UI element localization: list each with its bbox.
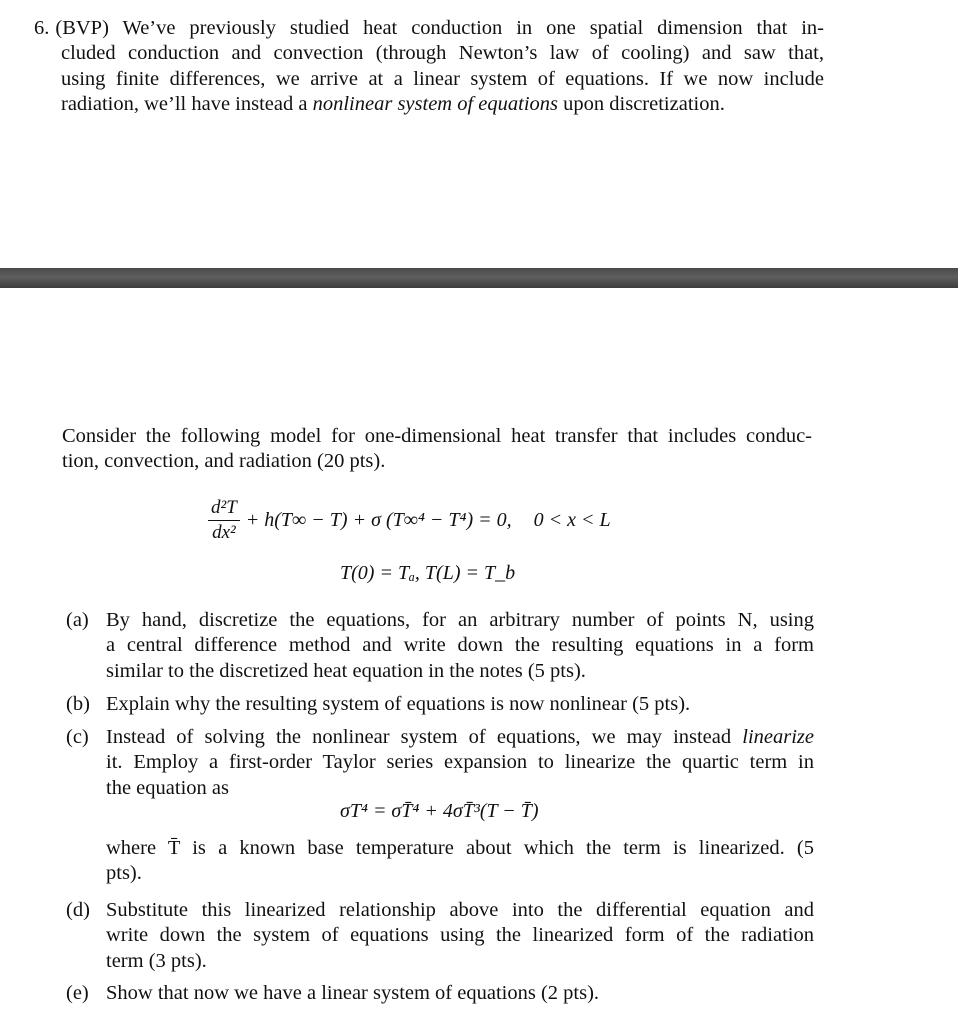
part-e-label: (e) — [66, 982, 89, 1004]
problem-line-4-pre: radiation, we’ll have instead a — [61, 92, 308, 115]
problem-number: 6. — [34, 17, 50, 39]
part-b-text — [106, 692, 814, 717]
page-separator-bar — [0, 268, 958, 288]
boundary-conditions: T(0) = Tₐ, T(L) = T_b — [340, 562, 516, 584]
problem-line-1-text: (BVP) We’ve previously studied heat conduction in one spatial dimension that in- — [55, 17, 824, 39]
part-e-text — [106, 981, 814, 1006]
part-d-line-2: write down the system of equations using the linearized form of the radiation — [106, 924, 814, 947]
part-d-line-3: term (3 pts). — [106, 949, 207, 972]
problem-line-1 — [34, 16, 824, 41]
part-c-line-2: it. Employ a first-order Taylor series expansion to linearize the quartic term in — [106, 751, 814, 774]
part-c-emphasis: linearize — [742, 726, 814, 748]
part-a-line-3: similar to the discretized heat equation in the notes (5 pts). — [106, 659, 586, 682]
part-c-after-line-2: pts). — [106, 862, 142, 885]
part-d-text — [106, 898, 814, 974]
part-a-line-1: By hand, discretize the equations, for an arbitrary number of points N, using — [106, 609, 814, 631]
part-c-after-text — [106, 836, 814, 887]
part-c-text — [106, 725, 814, 801]
part-a-line-2: a central difference method and write down the resulting equations in a form — [106, 634, 814, 657]
ode-domain: 0 < x < L — [533, 508, 611, 531]
part-c-line-3: the equation as — [106, 776, 229, 799]
part-a-label: (a) — [66, 609, 89, 631]
part-b-line-1: Explain why the resulting system of equations is now nonlinear (5 pts). — [106, 693, 691, 715]
problem-line-4 — [34, 92, 824, 117]
part-d-line-1: Substitute this linearized relationship above into the differential equation and — [106, 899, 814, 921]
fraction-denominator: dx² — [212, 521, 236, 543]
part-d-label: (d) — [66, 899, 90, 921]
part-c-label: (c) — [66, 726, 89, 748]
part-b-label: (b) — [66, 693, 90, 715]
intro-line-1: Consider the following model for one-dimensional heat transfer that includes conduc- — [62, 425, 812, 447]
fraction-numerator: d²T — [208, 497, 240, 521]
linearization-equation: σT⁴ = σT̄⁴ + 4σT̄³(T − T̄) — [340, 800, 539, 822]
part-c-after-line-1: where T̄ is a known base temperature about which the term is linearized. (5 — [106, 837, 814, 859]
part-c-line-1-pre: Instead of solving the nonlinear system of equations, we may instead — [106, 726, 732, 748]
part-e-line-1: Show that now we have a linear system of equations (2 pts). — [106, 982, 600, 1004]
ode-equation — [208, 492, 611, 548]
intro-line-2: tion, convection, and radiation (20 pts). — [62, 450, 386, 473]
problem-line-4-post: upon discretization. — [563, 92, 725, 115]
ode-terms: + h(T∞ − T) + σ (T∞⁴ − T⁴) = 0, — [245, 508, 512, 531]
problem-statement — [34, 16, 824, 117]
part-c-line-1 — [106, 725, 814, 750]
part-a-text — [106, 608, 814, 684]
second-derivative-fraction — [208, 497, 240, 544]
problem-line-4-emphasis: nonlinear system of equations — [312, 92, 559, 115]
model-intro — [62, 424, 812, 475]
problem-line-2: cluded conduction and convection (through Newton’s law of cooling) and saw that, — [61, 42, 824, 65]
problem-line-3: using finite differences, we arrive at a linear system of equations. If we now include — [61, 67, 824, 90]
